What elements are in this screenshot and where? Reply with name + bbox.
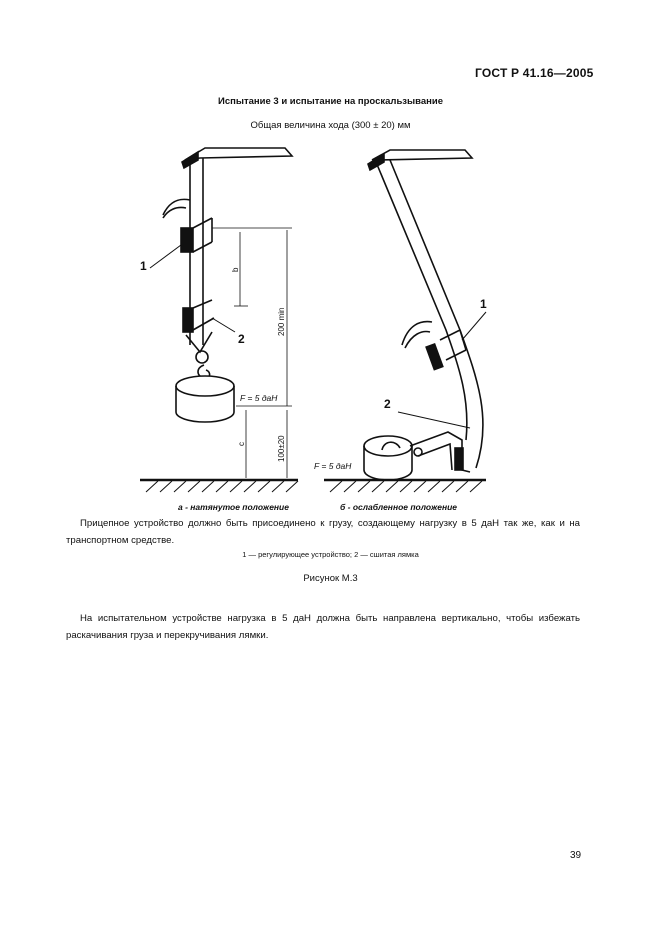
figure-caption: Рисунок М.3 <box>303 573 358 584</box>
force-label-a: F = 5 даН <box>240 393 278 403</box>
paragraph-attachment: Прицепное устройство должно быть присоединено к грузу, создающему нагрузку в 5 даН так же, как и на транспортном средстве. <box>66 518 580 546</box>
figure-subtitle: Общая величина хода (300 ± 20) мм <box>250 120 411 131</box>
label-2-a: 2 <box>238 332 245 346</box>
paragraph-load-direction: На испытательном устройстве нагрузка в 5 даН должна быть направлена вертикально, чтобы избежать раскачивания груза и перекручивания лямки. <box>66 613 580 641</box>
ground-hatch-a <box>146 481 298 492</box>
dim-c: c <box>237 442 246 446</box>
dim-b: b <box>231 267 240 272</box>
caption-b: б - ослабленное положение <box>340 502 458 512</box>
dim-200-min: 200 min <box>277 307 286 336</box>
figure-legend: 1 — регулирующее устройство; 2 — сшитая лямка <box>242 550 419 559</box>
standard-number: ГОСТ Р 41.16—2005 <box>475 66 594 80</box>
page-number: 39 <box>570 850 582 861</box>
force-label-b: F = 5 даН <box>314 461 352 471</box>
dim-100: 100±20 <box>277 435 286 462</box>
caption-a: а - натянутое положение <box>178 502 289 512</box>
label-1-a: 1 <box>140 259 147 273</box>
drawing-b <box>324 150 486 480</box>
ground-hatch-b <box>330 481 482 492</box>
label-1-b: 1 <box>480 297 487 311</box>
figure-title: Испытание 3 и испытание на проскальзывание <box>218 96 443 107</box>
label-2-b: 2 <box>384 397 391 411</box>
drawing-a <box>140 148 298 480</box>
